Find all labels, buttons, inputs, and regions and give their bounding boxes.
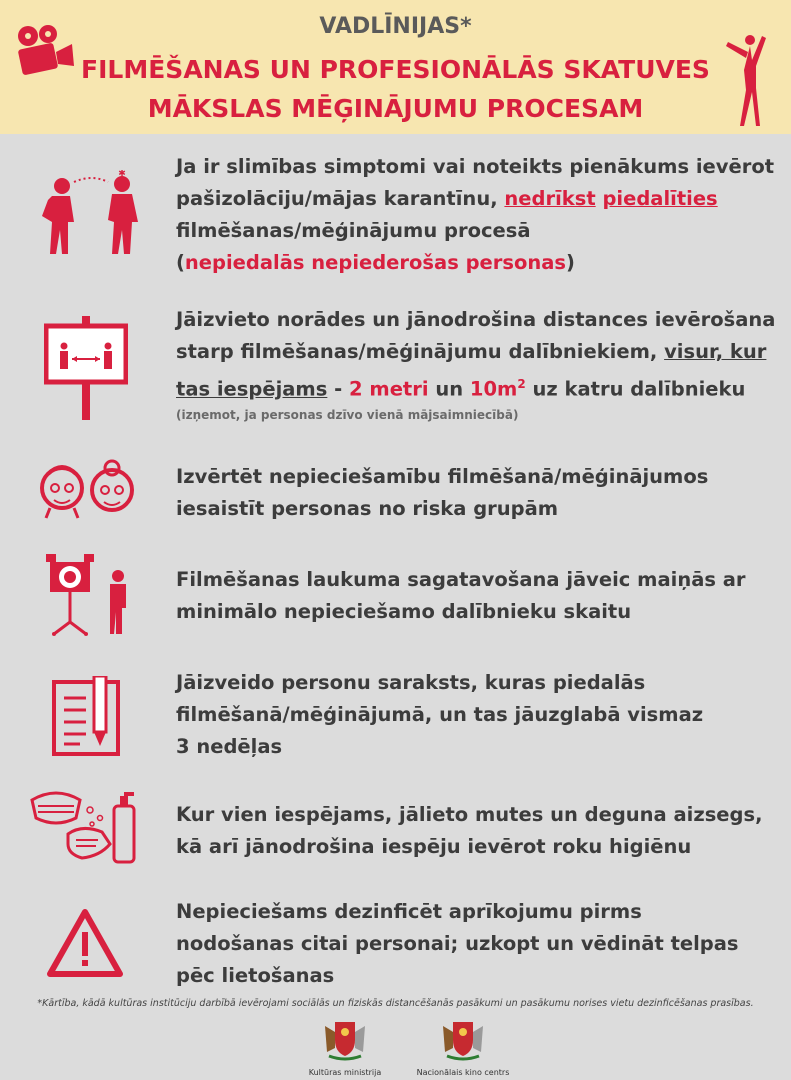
dancer-icon — [722, 30, 772, 130]
mask-handwash-icon — [30, 784, 136, 866]
rule-3-text — [176, 461, 776, 525]
rule-7-line3: pēc lietošanas — [176, 964, 335, 987]
rule-2-note: (izņemot, ja personas dzīvo vienā mājsaimniecībā) — [176, 407, 519, 422]
rule-2-line3-end: uz katru dalībnieku — [525, 377, 746, 401]
latvia-coat-of-arms-icon — [439, 1018, 487, 1062]
rule-6-line1: Kur vien iespējams, jālieto mutes un deguna aizsegs, — [176, 803, 763, 826]
rule-7-text — [176, 896, 776, 992]
latvia-coat-of-arms-icon — [321, 1018, 369, 1062]
rule-4-line1: Filmēšanas laukuma sagatavošana jāveic maiņās ar — [176, 568, 746, 591]
logo-label-ministry: Kultūras ministrija — [308, 1068, 382, 1077]
elderly-people-icon — [40, 458, 134, 520]
rule-2-un: un — [428, 377, 470, 401]
rule-5-line2: filmēšanā/mēģinājumā, un tas jāuzglabā vismaz — [176, 703, 704, 726]
rule-1-paren-close: ) — [566, 251, 575, 274]
header-title-line1: FILMĒŠANAS UN PROFESIONĀLĀS SKATUVES — [81, 55, 710, 84]
spotlight-person-icon — [46, 552, 136, 636]
rule-1-nedrikst: nedrīkst — [504, 187, 596, 210]
svg-text:✱: ✱ — [118, 170, 126, 179]
rule-1-highlight: nepiedalās nepiederošas personas — [184, 251, 567, 274]
rule-5-line3: 3 nedēļas — [176, 735, 283, 758]
sick-person-icon — [34, 170, 144, 256]
distance-sign-icon — [44, 316, 128, 420]
rule-7-line1: Nepieciešams dezinficēt aprīkojumu pirms — [176, 900, 642, 923]
rule-2-10m: 10m — [469, 377, 518, 401]
document-pen-icon — [50, 676, 122, 758]
rule-2-visur: visur, kur — [664, 340, 767, 363]
warning-triangle-icon — [46, 908, 124, 978]
rule-1-line1: Ja ir slimības simptomi vai noteikts pienākums ievērot — [176, 155, 775, 178]
rule-4-text — [176, 564, 776, 628]
header-title-line2: MĀKSLAS MĒĢINĀJUMU PROCESAM — [147, 94, 644, 123]
rule-2-dash: - — [327, 377, 350, 401]
header-subtitle: VADLĪNIJAS* — [319, 14, 472, 39]
rule-5-text — [176, 667, 776, 763]
rule-3-line2: iesaistīt personas no riska grupām — [176, 497, 559, 520]
rule-6-line2: kā arī jānodrošina iespēju ievērot roku higiēnu — [176, 835, 692, 858]
footnote: *Kārtība, kādā kultūras institūciju darbībā ievērojami sociālās un fiziskās distancēšanās pasākumi un pasākumu norises vietu dezinficēšanas prasības. — [37, 998, 754, 1009]
logo-label-kino: Nacionālais kino centrs — [416, 1068, 510, 1077]
header-banner — [0, 0, 791, 134]
rule-2-2metri: 2 metri — [349, 377, 429, 401]
rule-1-text — [176, 151, 776, 279]
rule-4-line2: minimālo nepieciešamo dalībnieku skaitu — [176, 600, 632, 623]
rule-1-paren-open: ( — [176, 251, 185, 274]
rule-2-text — [176, 304, 776, 424]
rule-2-iespejams: tas iespējams — [176, 377, 328, 401]
rule-1-piedalities: piedalīties — [602, 187, 718, 210]
rule-3-line1: Izvērtēt nepieciešamību filmēšanā/mēģinājumos — [176, 465, 709, 488]
rule-1-line3: filmēšanas/mēģinājumu procesā — [176, 219, 531, 242]
rule-2-sup: 2 — [517, 377, 526, 391]
rule-7-line2: nodošanas citai personai; uzkopt un vēdināt telpas — [176, 932, 739, 955]
rule-5-line1: Jāizveido personu saraksts, kuras piedalās — [176, 671, 646, 694]
rule-6-text — [176, 799, 776, 863]
logo-nacionalais-kino-centrs — [408, 1018, 518, 1077]
rule-2-line2: starp filmēšanas/mēģinājumu dalībniekiem, — [176, 340, 665, 363]
logo-kulturas-ministrija — [300, 1018, 390, 1077]
rule-2-line1: Jāizvieto norādes un jānodrošina distances ievērošana — [176, 308, 776, 331]
rule-1-line2: pašizolāciju/mājas karantīnu, — [176, 187, 505, 210]
